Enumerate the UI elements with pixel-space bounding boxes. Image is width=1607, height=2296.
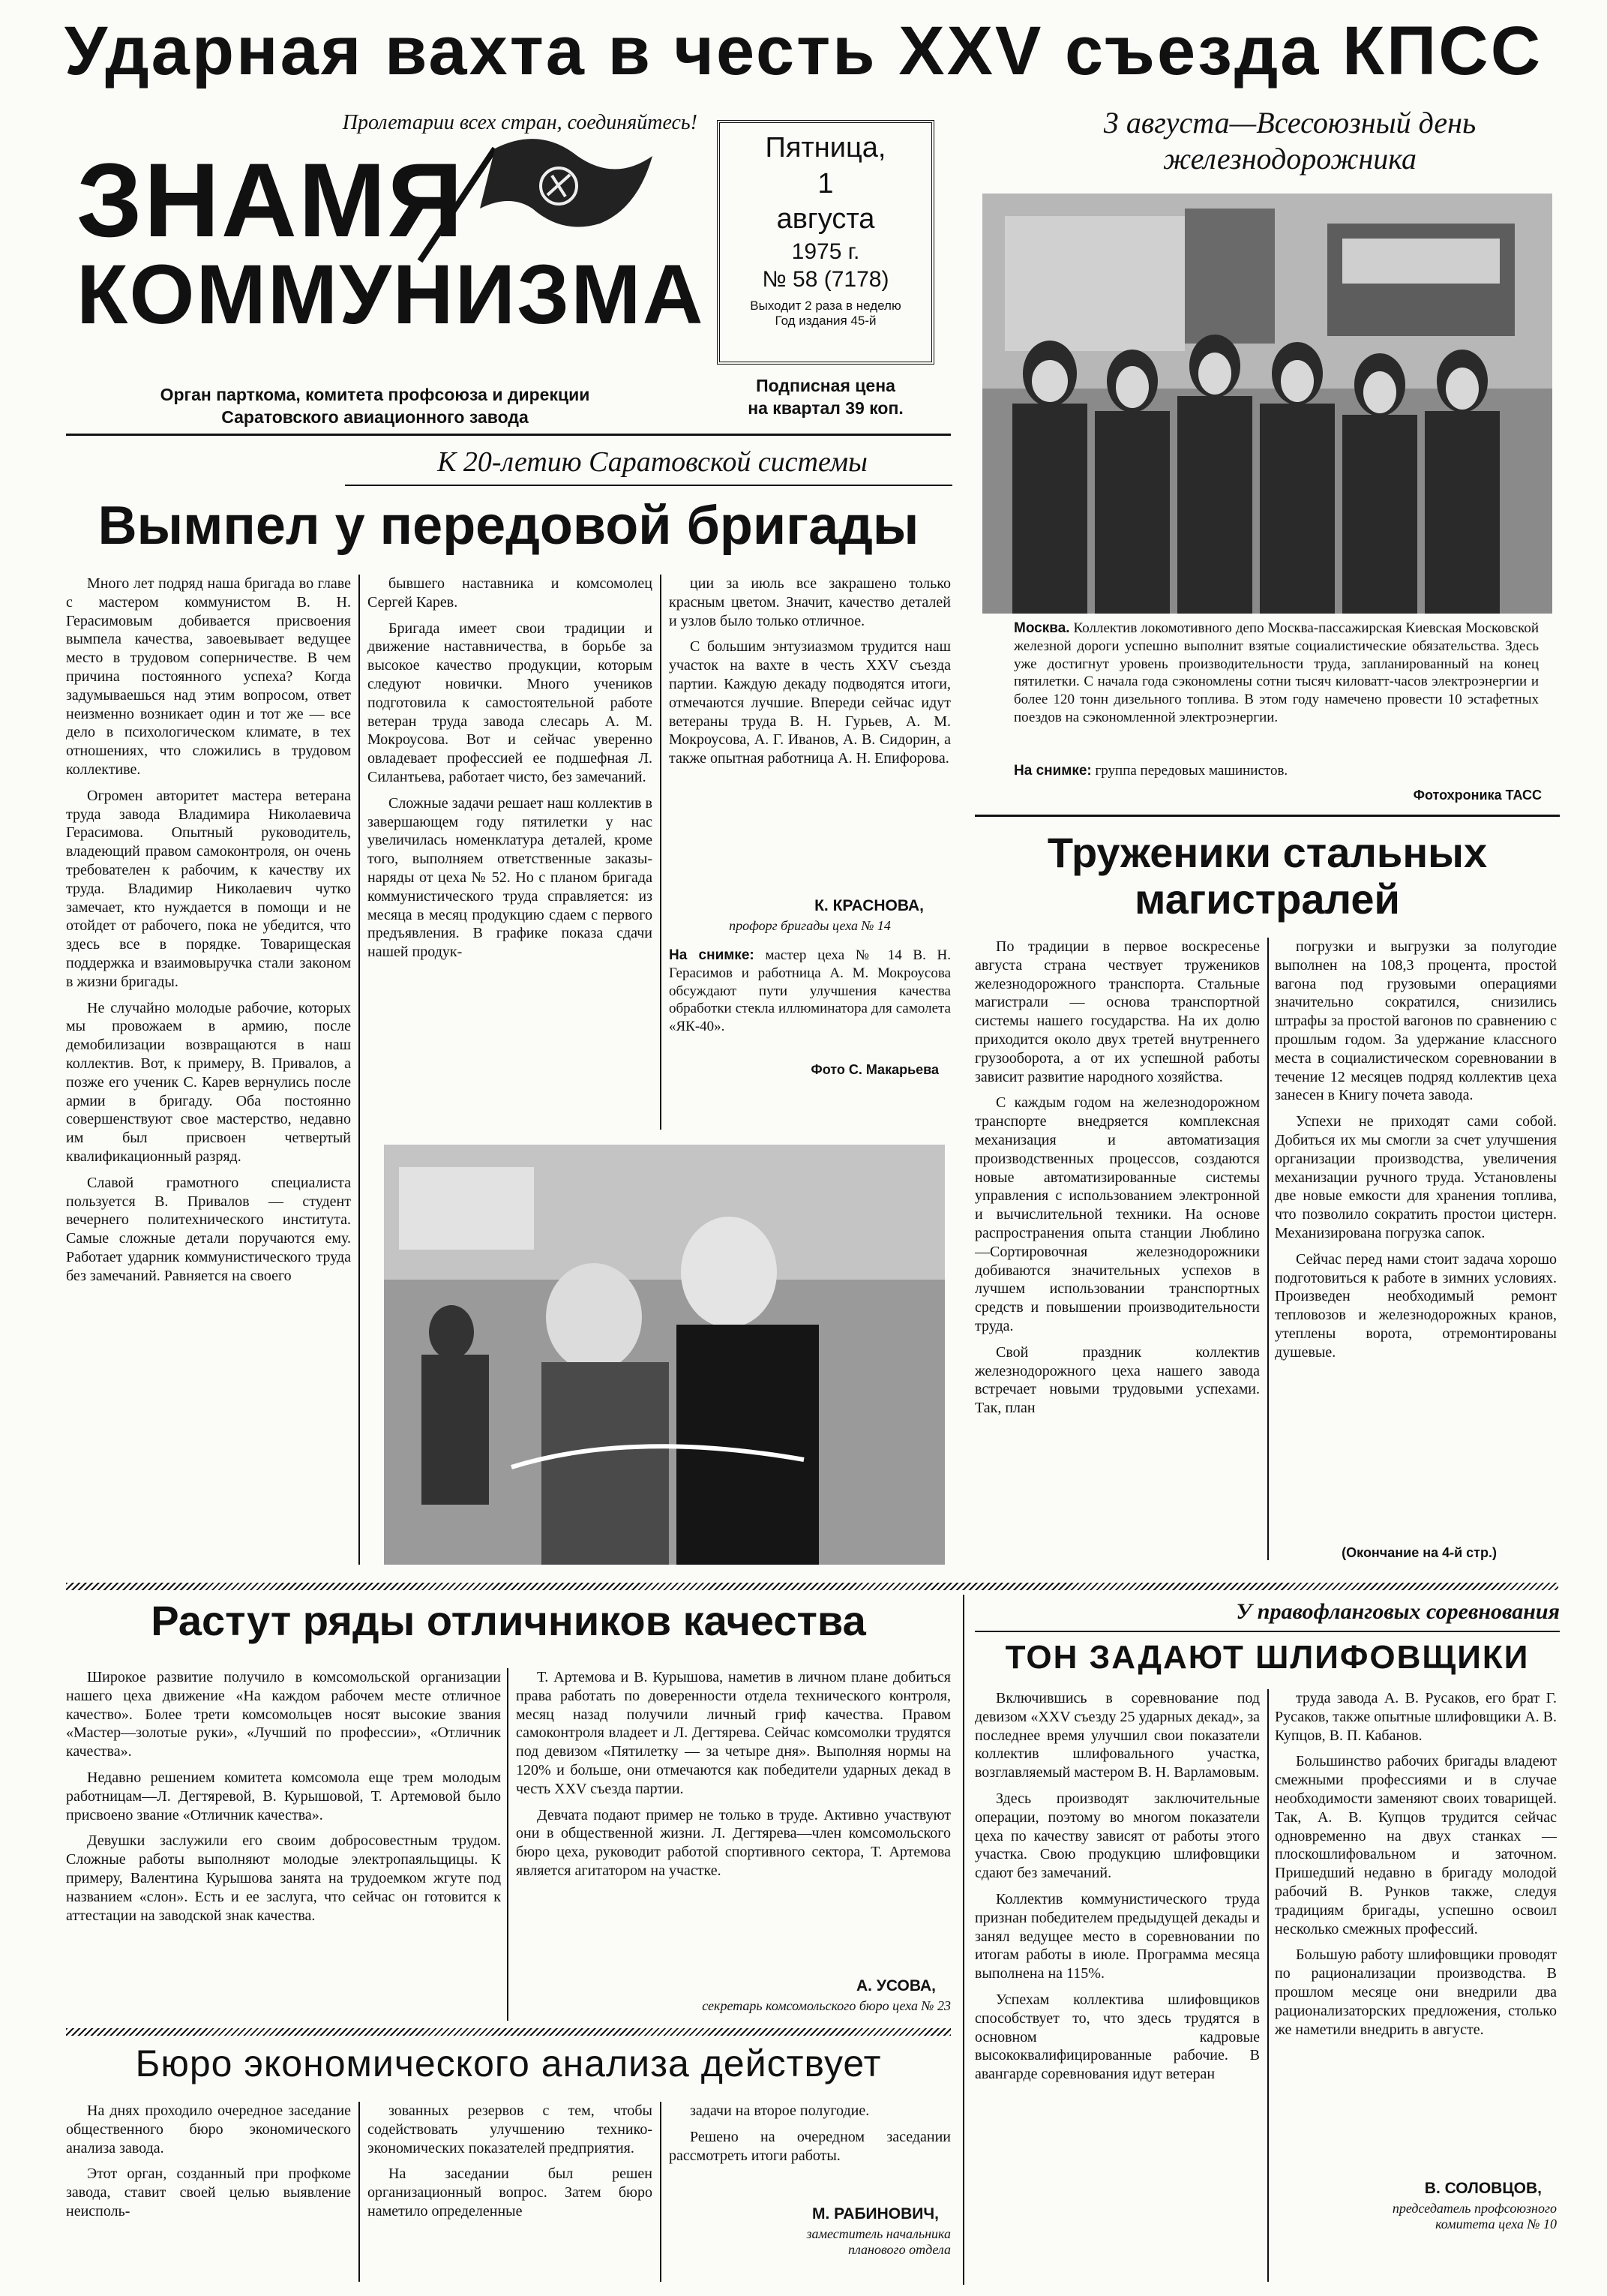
truzheniki-paragraph: Свой праздник коллектив железнодорожного цеха нашего завода встречает новыми трудовыми успехами. Так, план — [975, 1343, 1260, 1417]
rastut-signature: А. УСОВА, — [856, 1977, 936, 1994]
vympel-photo-note — [669, 947, 951, 1036]
vympel-photo-credit: Фото С. Макарьева — [811, 1062, 939, 1077]
vympel-column-1 — [66, 575, 351, 1572]
vympel-paragraph: С большим энтузиазмом трудится наш участок на вахте в честь XXV съезда партии. Каждую декаду подводятся итоги, отмечаются лучшие. Впереди сейчас идут ветераны труда В. Н. Гурьев, А. М. Мокроусова, А. Г. Иванов, А. В. Сидорин, а также опытная работница А. Н. Епифорова. — [669, 638, 951, 767]
shlif-headline: ТОН ЗАДАЮТ ШЛИФОВЩИКИ — [1005, 1639, 1530, 1676]
issue-year-of-publication: Год издания 45-й — [775, 313, 877, 328]
column-divider — [507, 1668, 508, 2021]
truzheniki-paragraph: Сейчас перед нами стоит задача хорошо подготовиться к работе в зимних условиях. Произведен необходимый ремонт тепловозов и железнодорожных кранов, утеплены ворота, отремонтированы душевые. — [1275, 1250, 1557, 1361]
shlif-signature-title-line1: председатель профсоюзного — [1392, 2201, 1557, 2216]
rastut-column-2 — [516, 1668, 951, 1968]
rail-photo-credit: Фотохроника ТАСС — [1413, 788, 1542, 803]
vympel-kicker-underline — [345, 485, 952, 486]
column-divider — [1267, 938, 1269, 1560]
shlif-kicker: У правофланговых соревнования — [1236, 1599, 1560, 1624]
buro-signature-title-line1: заместитель начальника — [806, 2226, 951, 2241]
column-divider — [1267, 1689, 1269, 2282]
truzheniki-continued: (Окончание на 4-й стр.) — [1342, 1545, 1497, 1560]
truzheniki-column-2 — [1275, 938, 1557, 1542]
truzheniki-paragraph: По традиции в первое воскресенье августа страна чествует тружеников железнодорожного транспорта. Стальные магистрали — основа транспортной системы нашего государства. На их долю приходится около двух третей внутреннего грузооборота, а от их успешной работы зависит развитие народного хозяйства. — [975, 938, 1260, 1085]
rail-caption-place: Москва. — [1014, 620, 1070, 636]
shlif-paragraph: Включившись в соревнование под девизом «XXV съезду 25 ударных декад», за последнее время улучшил свои показатели коллектив шлифовального участка, возглавляемый мастером В. Н. Варламовым. — [975, 1690, 1260, 1781]
issue-weekday: Пятница, — [765, 132, 886, 164]
buro-paragraph: задачи на второе полугодие. — [690, 2102, 870, 2119]
issue-frequency: Выходит 2 раза в неделю — [750, 298, 901, 313]
buro-signature: М. РАБИНОВИЧ, — [811, 2205, 939, 2222]
vympel-column-3 — [669, 575, 951, 890]
truzheniki-headline-line2: магистралей — [1135, 875, 1400, 923]
banner-headline: Ударная вахта в честь XXV съезда КПСС — [64, 13, 1543, 89]
masthead-title-line2: КОММУНИЗМА — [76, 248, 705, 341]
master-and-worker-photo — [384, 1145, 945, 1565]
buro-column-2 — [367, 2102, 652, 2289]
price-line1: Подписная цена — [756, 376, 895, 395]
column-divider — [358, 575, 360, 1565]
shlif-paragraph: Коллектив коммунистического труда признан победителем предыдущей декады и занял ведущее место в соревновании по итогам работы в июле. Программа месяца выполнена на 115%. — [975, 1890, 1260, 1982]
masthead-subtitle-line2: Саратовского авиационного завода — [221, 407, 529, 427]
vympel-paragraph: Не случайно молодые рабочие, которых мы провожаем в армию, после демобилизации возвращаются в наш коллектив. Вот, к примеру, В. Привалов, а позже его ученик С. Карев вернулись после армии в бригаду. Оба постоянно совершенствуют свое мастерство, недавно им был присвоен четвертый квалификационный разряд. — [66, 999, 351, 1165]
rastut-paragraph: Девчата подают пример не только в труде. Активно участвуют они в общественной жизни. Л. Дегтярева—член комсомольского бюро цеха, руководит работой спортивного сектора, Т. Артемова является агитатором на участке. — [516, 1806, 951, 1879]
issue-day: 1 — [817, 167, 834, 200]
buro-paragraph: Решено на очередном заседании рассмотреть итоги работы. — [669, 2128, 951, 2164]
shlif-paragraph: Большую работу шлифовщики проводят по рационализации производства. В прошлом месяце они внедрили два рационализаторских предложения, столько же наметили внедрить в августе. — [1275, 1946, 1557, 2038]
issue-number: № 58 (7178) — [762, 267, 889, 292]
vympel-signature-title: профорг бригады цеха № 14 — [729, 918, 891, 933]
truzheniki-headline-line1: Труженики стальных — [1047, 829, 1488, 876]
rail-caption-text: Коллектив локомотивного депо Москва-пассажирская Киевская Московской железной дороги успешно выполнит взятые социалистические обязательства. Здесь уже достигнут уровень производительности труда, запланированный на конец пятилетки. С начала года сэкономлены сотни тысяч киловатт-часов электроэнергии и более 120 тонн дизельного топлива. В этом году намечено провести 10 эстафетных поездов на сэкономленной электроэнергии. — [1014, 620, 1540, 725]
rail-photo-note — [1014, 762, 1539, 780]
railway-workers-photo — [982, 194, 1552, 614]
column-divider — [660, 2102, 661, 2282]
rastut-column-1 — [66, 1668, 501, 2021]
vympel-paragraph: Много лет подряд наша бригада во главе с мастером коммунистом В. Н. Герасимовым добивается присвоения вымпела качества, завоевывает ведущее место в трудовом соперничестве. В чем причина постоянного успеха? Когда задумываешься над этим вопросом, ответ неизменно возникает один и тот же — все дело в психологическом климате, в тех отношениях, что сложились в трудовом коллективе. — [66, 575, 351, 778]
masthead-divider — [66, 434, 951, 436]
vympel-kicker: К 20-летию Саратовской системы — [437, 446, 868, 478]
vympel-headline: Вымпел у передовой бригады — [97, 496, 919, 556]
column-divider — [660, 575, 661, 1130]
section-separator — [66, 1583, 1558, 1590]
rail-day-headline-line2: железнодорожника — [1162, 142, 1417, 176]
vympel-signature: К. КРАСНОВА, — [814, 897, 924, 914]
masthead-slogan: Пролетарии всех стран, соединяйтесь! — [342, 111, 697, 134]
truzheniki-paragraph: С каждым годом на железнодорожном транспорте внедряется комплексная механизация и автоматизация производственных процессов, создаются новые автоматизированные системы управления с использованием электронной и вычислительной техники. На основе распространения опыта станции Люблино—Сортировочная железнодорожники добиваются значительных успехов в лучшем использовании транспортных средств и повышении производительности труда. — [975, 1094, 1260, 1334]
section-separator — [66, 2028, 951, 2036]
rail-section-divider — [975, 815, 1560, 817]
flag-emblem-icon — [405, 126, 660, 269]
shlif-signature-title-line2: комитета цеха № 10 — [1435, 2216, 1557, 2231]
buro-paragraph: Этот орган, созданный при профкоме завода, ставит своей целью выявление неисполь- — [66, 2165, 351, 2219]
buro-signature-title-line2: планового отдела — [847, 2242, 951, 2257]
issue-month: августа — [776, 203, 875, 235]
vympel-column-2 — [367, 575, 652, 1130]
rail-photo-note-text: группа передовых машинистов. — [1095, 763, 1288, 779]
vympel-paragraph: бывшего наставника и комсомолец Сергей Карев. — [367, 575, 652, 611]
truzheniki-paragraph: погрузки и выгрузки за полугодие выполнен на 108,3 процента, простой вагона под грузовыми операциями значительно сократился, снизились штрафы за простой вагонов по сравнению с прошлым годом. За удержание классного места в социалистическом соревновании в течение 12 месяцев подряд коллектив цеха занесен в Книгу почета завода. — [1275, 938, 1557, 1104]
rastut-paragraph: Широкое развитие получило в комсомольской организации нашего цеха движение «На каждом рабочем месте отличное качество». Более трети комсомольцев носят высокие звания «Мастер—золотые руки», «Лучший по профессии», «Отличник качества». — [66, 1669, 501, 1760]
rastut-headline: Растут ряды отличников качества — [151, 1597, 866, 1644]
vympel-paragraph: Бригада имеет свои традиции и движение наставничества, в борьбе за высокое качество продукции, которым следуют новички. Много учеников подготовила к самостоятельной работе ветеран труда завода слесарь А. М. Мокроусова. Вот и сейчас уверенно овладевает профессией ее подшефная Л. Силантьева, работает чисто, без замечаний. — [367, 620, 652, 785]
section-vertical-divider — [963, 1595, 964, 2285]
shlif-paragraph: Успехам коллектива шлифовщиков способствует то, что здесь трудятся в основном кадровые высококвалифицированные рабочие. В авангарде соревнования идут ветеран — [975, 1991, 1260, 2083]
masthead-title-line1: ЗНАМЯ — [76, 141, 465, 259]
issue-year: 1975 г. — [791, 239, 860, 264]
truzheniki-paragraph: Успехи не приходят сами собой. Добиться их мы смогли за счет улучшения организации производства, увеличения механизации ручного труда. Установлены две новые емкости для хранения топлива, что позволило сократить простои цистерн. Механизирована погрузка сапок. — [1275, 1113, 1557, 1241]
shlif-paragraph: Здесь производят заключительные операции, поэтому во многом показатели цеха по качеству зависят от работы этого участка. Свою продукцию шлифовщики сдают без замечаний. — [975, 1790, 1260, 1882]
vympel-paragraph: Сложные задачи решает наш коллектив в завершающем году пятилетки у нас увеличилась номенклатура деталей, кроме того, выполняем ответственные заказы-наряды от цеха № 52. Но с планом бригада коммунистического труда справляется: из месяца в месяц продукцию сдаем с первого предъявления. В графике показа сдачи нашей продук- — [367, 794, 652, 961]
truzheniki-column-1 — [975, 938, 1260, 1568]
rail-photo-note-label: На снимке: — [1014, 763, 1092, 779]
shlif-paragraph: Большинство рабочих бригады владеют смежными профессиями и в случае необходимости заменяют своих товарищей. Так, А. В. Купцов трудится сейчас одновременно на двух станках — плоскошлифовальном и заточном. Пришедший недавно в бригаду молодой рабочий В. Рунков также, следуя традициям бригады, успешно освоил несколько смежных профессий. — [1275, 1753, 1557, 1937]
vympel-paragraph: Славой грамотного специалиста пользуется В. Привалов — студент вечернего политехнического института. Самые сложные детали поручаются ему. Работает ударник коммунистического труда без замечаний. Равняется на своего — [66, 1174, 351, 1284]
buro-paragraph: На заседании был решен организационный вопрос. Затем бюро наметило определенные — [367, 2165, 652, 2219]
shlif-signature: В. СОЛОВЦОВ, — [1424, 2180, 1542, 2197]
shlif-column-1 — [975, 1689, 1260, 2282]
rail-photo-caption — [1014, 620, 1539, 727]
column-divider — [358, 2102, 360, 2282]
buro-column-1 — [66, 2102, 351, 2289]
vympel-photo-note-label: На снимке: — [669, 947, 754, 963]
rastut-paragraph: Т. Артемова и В. Курышова, наметив в личном плане добиться права работать по доверенности отдела технического контроля, месяц назад получили личный гриф качества. Правом самоконтроля владеет и Л. Дегтярева. Сейчас комсомолки трудятся под девизом «Пятилетку — за четыре дня». Выполняя нормы на 120% и больше, они отмечаются как победители ударных декад в честь XXV съезда партии. — [516, 1669, 951, 1797]
buro-paragraph: На днях проходило очередное заседание общественного бюро экономического анализа завода. — [66, 2102, 351, 2156]
issue-date-box — [717, 120, 934, 365]
shlif-kicker-underline — [975, 1631, 1560, 1632]
vympel-paragraph: ции за июль все закрашено только красным цветом. Значит, качество деталей и узлов было только отличное. — [669, 575, 951, 629]
vympel-paragraph: Огромен авторитет мастера ветерана труда завода Владимира Николаевича Герасимова. Опытный руководитель, владеющий правом самоконтроля, он очень требователен к рабочим, к качеству их труда. Владимир Николаевич чутко замечает, кто нуждается в помощи и не отойдет от рабочего, пока не убедится, что здесь все в порядке. Товарищеская поддержка и взаимовыручка стали законом в жизни бригады. — [66, 787, 351, 990]
buro-column-3 — [669, 2102, 951, 2192]
rastut-signature-title: секретарь комсомольского бюро цеха № 23 — [702, 1998, 951, 2013]
vympel-photo-note-text: мастер цеха № 14 В. Н. Герасимов и работница А. М. Мокроусова обсуждают пути улучшения качества обработки стекла иллюминатора для самолета «ЯК-40». — [669, 947, 952, 1034]
shlif-column-2 — [1275, 1689, 1557, 2169]
rail-day-headline-line1: 3 августа—Всесоюзный день — [1103, 106, 1477, 140]
buro-paragraph: зованных резервов с тем, чтобы содействовать улучшению технико-экономических показателей предприятия. — [367, 2102, 652, 2156]
buro-headline: Бюро экономического анализа действует — [135, 2042, 882, 2084]
masthead-subtitle-line1: Орган парткома, комитета профсоюза и дирекции — [160, 385, 590, 404]
rastut-paragraph: Недавно решением комитета комсомола еще трем молодым работницам—Л. Дегтяревой, В. Курышовой, Т. Артемовой было присвоено звание «Отличник качества». — [66, 1769, 501, 1823]
shlif-paragraph: труда завода А. В. Русаков, его брат Г. Русаков, также опытные шлифовщики А. В. Купцов, В. П. Кабанов. — [1275, 1690, 1557, 1744]
price-line2: на квартал 39 коп. — [748, 398, 904, 418]
rastut-paragraph: Девушки заслужили его своим добросовестным трудом. Сложные работы выполняют молодые электропаяльщицы. К примеру, Валентина Курышова занята на трудоемком жгуте под названием «слон». Есть и ее заслуга, что сейчас он готовится к аттестации на заводской знак качества. — [66, 1832, 501, 1924]
